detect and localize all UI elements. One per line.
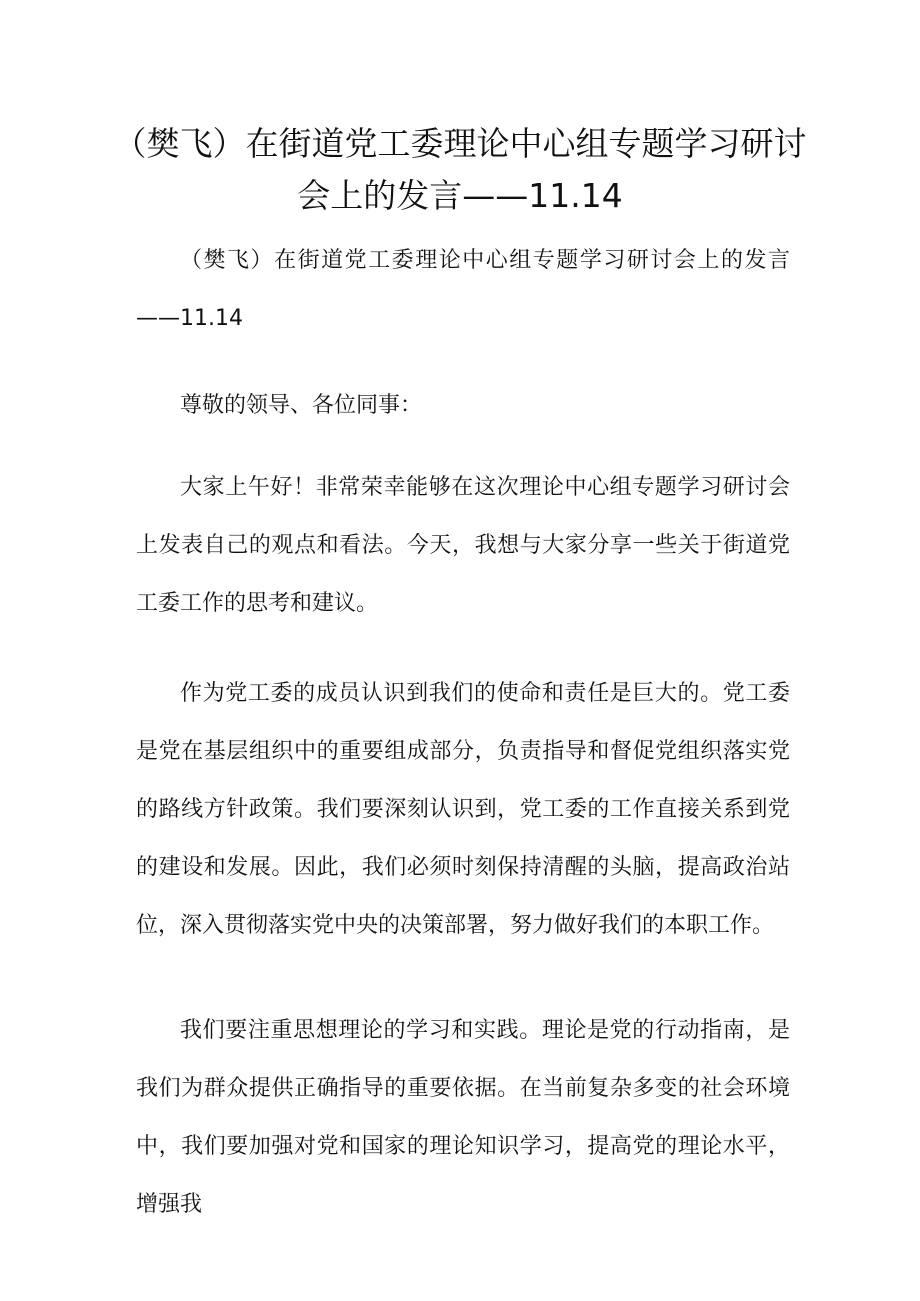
greeting: 尊敬的领导、各位同事：	[180, 393, 423, 418]
document-title: （樊飞）在街道党工委理论中心组专题学习研讨会上的发言——11.14	[113, 124, 807, 215]
paragraph-1: 大家上午好！非常荣幸能够在这次理论中心组专题学习研讨会上发表自己的观点和看法。今天，我想与大家分享一些关于街道党工委工作的思考和建议。	[136, 475, 790, 616]
paragraph-2: 作为党工委的成员认识到我们的使命和责任是巨大的。党工委是党在基层组织中的重要组成部分，负责指导和督促党组织落实党的路线方针政策。我们要深刻认识到，党工委的工作直接关系到党的建设和发展。因此，我们必须时刻保持清醒的头脑，提高政治站位，深入贯彻落实党中央的决策部署，努力做好我们的本职工作。	[136, 681, 790, 938]
document-subtitle: （樊飞）在街道党工委理论中心组专题学习研讨会上的发言——11.14	[136, 248, 790, 331]
paragraph-3: 我们要注重思想理论的学习和实践。理论是党的行动指南，是我们为群众提供正确指导的重要依据。在当前复杂多变的社会环境中，我们要加强对党和国家的理论知识学习，提高党的理论水平，增强我	[136, 1018, 790, 1217]
